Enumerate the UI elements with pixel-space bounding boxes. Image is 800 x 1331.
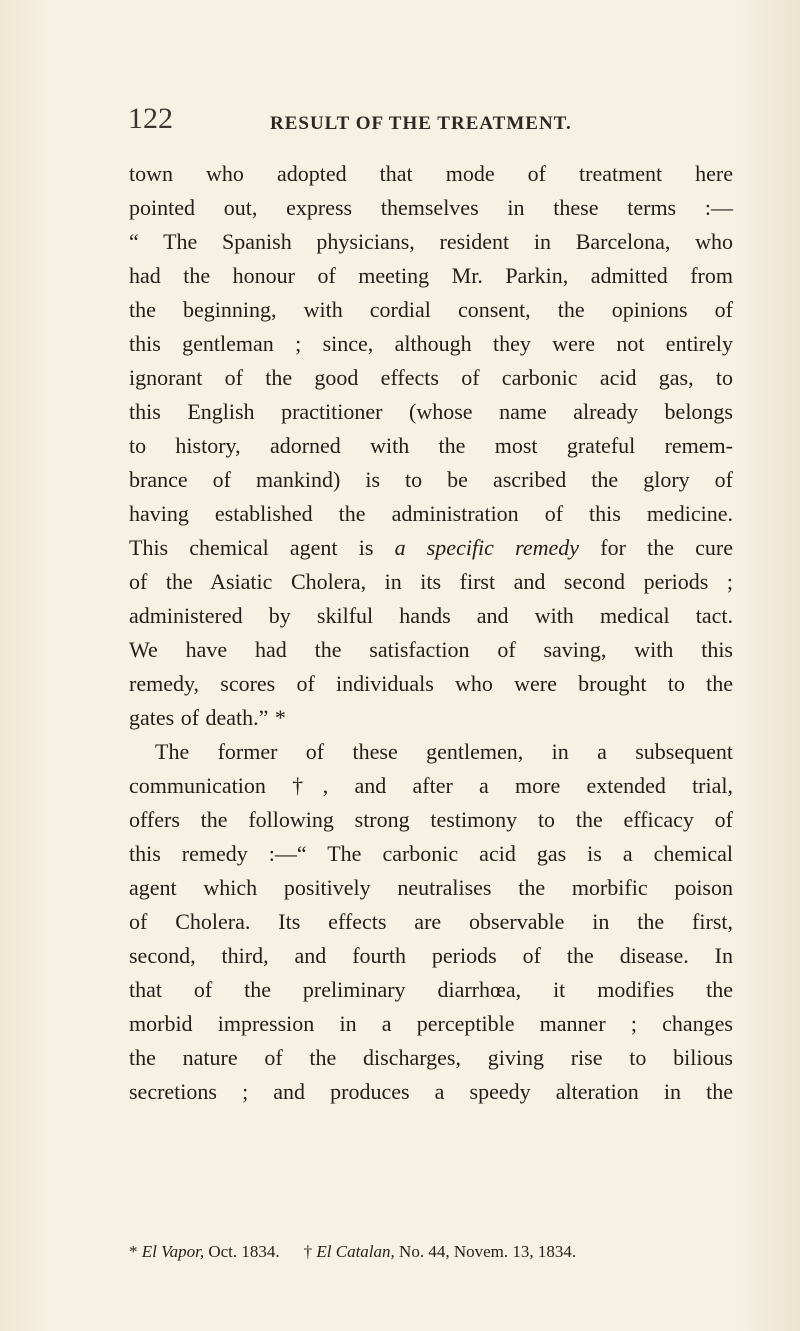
footnote-detail: Oct. 1834. — [204, 1242, 280, 1261]
text-line: second, third, and fourth periods of the disease. In — [129, 943, 733, 968]
text-line: this English practitioner (whose name already belongs — [129, 399, 733, 424]
text-line: ignorant of the good effects of carbonic acid gas, to — [129, 365, 733, 390]
text-line: pointed out, express themselves in these terms :— — [129, 195, 733, 220]
footnotes — [129, 1237, 733, 1267]
text-line: The former of these gentlemen, in a subsequent — [155, 739, 733, 764]
text-line: remedy, scores of individuals who were brought to the — [129, 671, 733, 696]
text-line: this gentleman ; since, although they were not entirely — [129, 331, 733, 356]
text-line: communication †, and after a more extended trial, — [129, 773, 733, 798]
text-segment: This chemical agent is — [129, 535, 395, 560]
text-line: of the Asiatic Cholera, in its first and second periods ; — [129, 569, 733, 594]
text-line: secretions ; and produces a speedy alteration in the — [129, 1079, 733, 1104]
body-text — [129, 157, 733, 1109]
text-line: the nature of the discharges, giving rise to bilious — [129, 1045, 733, 1070]
text-line: morbid impression in a perceptible manner ; changes — [129, 1011, 733, 1036]
text-line: brance of mankind) is to be ascribed the glory of — [129, 467, 733, 492]
page-number: 122 — [128, 102, 173, 135]
footnote-mark: * — [129, 1242, 142, 1261]
running-head: RESULT OF THE TREATMENT. — [270, 113, 572, 134]
footnote-1 — [129, 1242, 280, 1261]
page-header — [128, 104, 718, 144]
text-line: the beginning, with cordial consent, the opinions of — [129, 297, 733, 322]
text-line: town who adopted that mode of treatment here — [129, 161, 733, 186]
text-line: gates of death.” * — [129, 705, 286, 730]
footnote-source-title: El Vapor, — [141, 1242, 205, 1261]
text-line — [129, 531, 733, 565]
text-line: of Cholera. Its effects are observable in the first, — [129, 909, 733, 934]
footnote-2 — [304, 1242, 576, 1261]
text-line: “ The Spanish physicians, resident in Barcelona, who — [129, 229, 733, 254]
footnote-detail: No. 44, Novem. 13, 1834. — [394, 1242, 577, 1261]
footnote-mark: † — [303, 1242, 317, 1261]
text-line: We have had the satisfaction of saving, with this — [129, 637, 733, 662]
text-segment: for the cure — [579, 535, 733, 560]
emphasis-text: a specific remedy — [394, 535, 580, 560]
text-line: had the honour of meeting Mr. Parkin, admitted from — [129, 263, 733, 288]
text-line: that of the preliminary diarrhœa, it modifies the — [129, 977, 733, 1002]
text-line: agent which positively neutralises the morbific poison — [129, 875, 733, 900]
footnote-source-title: El Catalan, — [316, 1242, 395, 1261]
text-line: this remedy :—“ The carbonic acid gas is a chemical — [129, 841, 733, 866]
text-line: to history, adorned with the most grateful remem- — [129, 433, 733, 458]
text-line: administered by skilful hands and with medical tact. — [129, 603, 733, 628]
text-line: having established the administration of this medicine. — [129, 501, 733, 526]
text-line: offers the following strong testimony to the efficacy of — [129, 807, 733, 832]
